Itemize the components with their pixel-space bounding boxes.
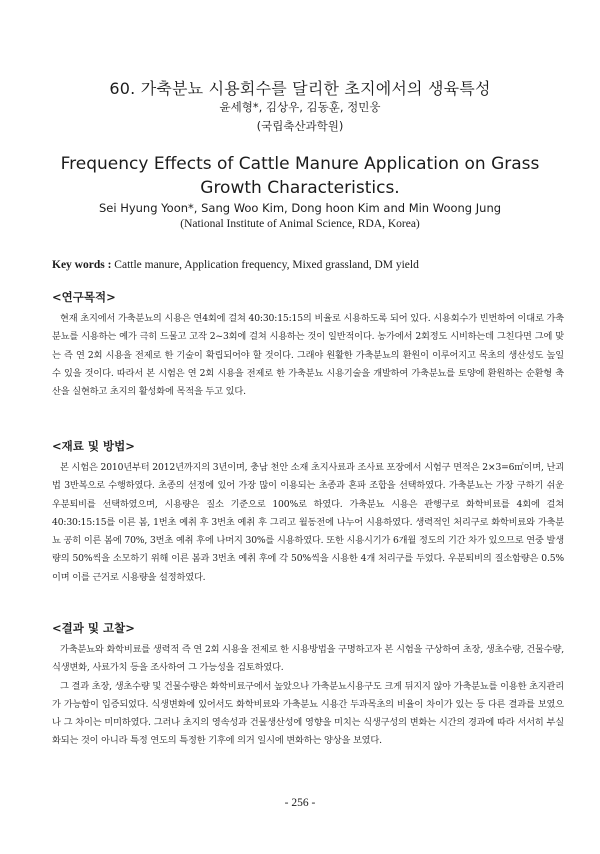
korean-title: 60. 가축분뇨 시용회수를 달리한 초지에서의 생육특성 — [109, 79, 491, 98]
section-heading: <연구목적> — [52, 290, 116, 304]
section-heading: <재료 및 방법> — [52, 439, 135, 453]
section-heading: <결과 및 고찰> — [52, 621, 135, 635]
korean-authors: 윤세형*, 김상우, 김동훈, 정민웅 — [219, 100, 381, 114]
paragraph: 현재 초지에서 가축분뇨의 시용은 연4회에 걸쳐 40:30:15:15의 비율로 시용하도록 되어 있다. 시용회수가 빈번하여 이대로 가축분뇨를 시용하는 예가 극히 드물고 고작 2~3회에 걸쳐 시용하는 것이 일반적이다. 농가에서 2회정도 시비하는데 그친다면 그에 맞는 즉 연 2회 시용을 전제로 한 기술이 확립되어야 할 것이다. 그래야 원활한 가축분뇨의 환원이 이루어지고 목초의 생산성도 높일 수 있을 것이다. 따라서 본 시험은 연 2회 시용을 전제로 한 가축분뇨 시용기술을 개발하여 가축분뇨를 토양에 환원하는 순환형 축산을 실현하고 초지의 활성화에 목적을 두고 있다. — [52, 313, 564, 398]
section-results-discussion — [52, 620, 564, 751]
keywords-label: Key words : — [52, 259, 112, 271]
english-title: Frequency Effects of Cattle Manure Application on Grass Growth Characteristics. — [60, 154, 540, 198]
section-materials-methods — [52, 438, 564, 587]
korean-affiliation: (국립축산과학원) — [256, 119, 344, 133]
keywords-line — [52, 259, 562, 271]
paragraph: 본 시험은 2010년부터 2012년까지의 3년이며, 충남 천안 소재 초지사료과 조사료 포장에서 시험구 면적은 2×3=6㎡이며, 난괴법 3반복으로 수행하였다. 초종의 선정에 있어 가장 많이 이용되는 초종과 혼파 조합을 선택하였다. 가축분뇨는 가장 구하기 쉬운 우분퇴비를 선택하였으며, 시용량은 질소 기준으로 100%로 하였다. 가축분뇨 시용은 관행구로 화학비료를 4회에 걸쳐 40:30:15:15를 이른 봄, 1번초 예취 후 3번초 예취 후 그리고 월동전에 나누어 시용하였다. 생력적인 처리구로 화학비료와 가축분뇨 공히 이른 봄에 70%, 3번초 예취 후에 나머지 30%를 시용하였다. 또한 시용시기가 6개월 정도의 기간 차가 있으므로 연중 발생량의 50%씩을 소모하기 위해 이른 봄과 3번초 예취 후에 각 50%씩을 시용한 4개 처리구를 두었다. 우분퇴비의 질소함량은 0.5%이며 이를 근거로 시용량을 설정하였다. — [52, 462, 564, 583]
section-research-purpose — [52, 289, 564, 401]
page-number: - 256 - — [284, 797, 316, 809]
english-affiliation: (National Institute of Animal Science, RDA, Korea) — [180, 218, 420, 230]
english-authors: Sei Hyung Yoon*, Sang Woo Kim, Dong hoon Kim and Min Woong Jung — [98, 201, 502, 215]
paragraph: 가축분뇨와 화학비료를 생력적 즉 연 2회 시용을 전제로 한 시용방법을 구명하고자 본 시험을 구상하여 초장, 생초수량, 건물수량, 식생변화, 사료가치 등을 조사하여 그 가능성을 검토하였다. — [52, 644, 564, 674]
keywords-text: Cattle manure, Application frequency, Mixed grassland, DM yield — [114, 259, 419, 271]
paragraph: 그 결과 초장, 생초수량 및 건물수량은 화학비료구에서 높았으나 가축분뇨시용구도 크게 뒤지지 않아 가축분뇨를 이용한 초지관리가 가능함이 입증되었다. 식생변화에 있어서도 화학비료와 가축분뇨 시용간 두과목초의 비율이 차이가 있는 등 다른 결과를 보였으나 그 차이는 미미하였다. 그러나 초지의 영속성과 건물생산성에 영향을 미치는 식생구성의 변화는 시간의 경과에 따라 서서히 부실화되는 것이 아니라 특정 연도의 특정한 기후에 의거 일시에 변화하는 양상을 보였다. — [52, 680, 564, 747]
